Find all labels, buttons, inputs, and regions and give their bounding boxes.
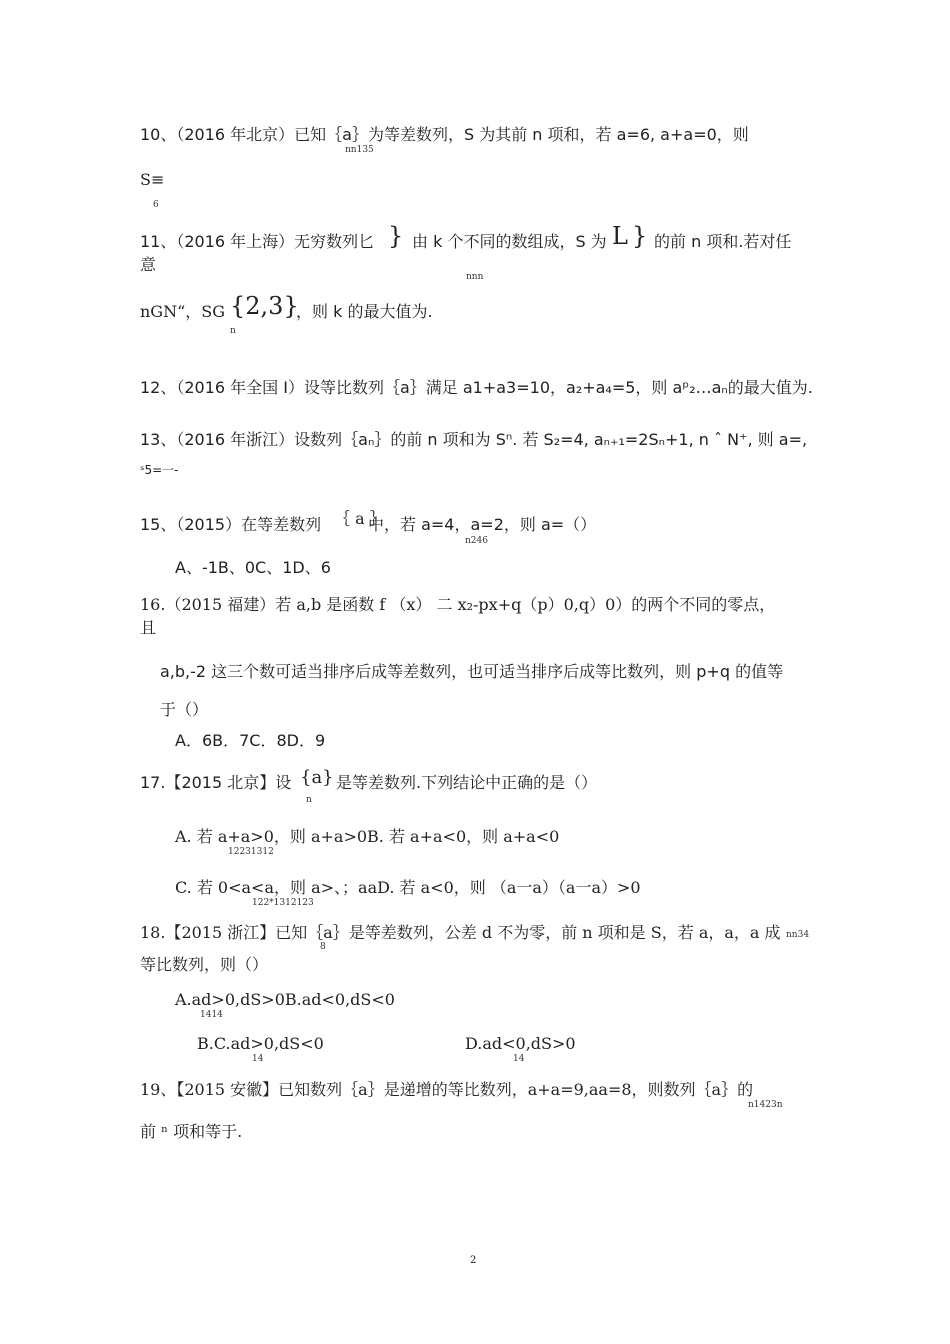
q15-options: A、-1B、0C、1D、6: [175, 558, 331, 577]
q13-line2: ˢ5=一-: [140, 463, 179, 477]
q18-option-d: D.ad<0,dS>0: [465, 1034, 576, 1053]
q15-line1-a: 15、（2015）在等差数列: [140, 515, 322, 534]
q11-line1-b: 由 k 个不同的数组成，S 为: [412, 232, 607, 251]
q17-line1-a: 17.【2015 北京】设: [140, 773, 292, 792]
q18-options-ab: A.ad>0,dS>0B.ad<0,dS<0: [175, 990, 395, 1009]
q11-line1-a: 11、（2016 年上海）无穷数列匕: [140, 232, 375, 251]
q17-options-ab-subscripts: 12231312: [228, 847, 274, 857]
q16-line1: 16.（2015 福建）若 a,b 是函数 f （x） 二 x₂-px+q（p）0,q）0）的两个不同的零点，: [140, 595, 776, 614]
q13-line1: 13、（2016 年浙江）设数列｛aₙ｝的前 n 项和为 Sⁿ. 若 S₂=4, aₙ₊₁=2Sₙ+1, n ˆ N⁺, 则 a=,: [140, 430, 808, 449]
q15-subscripts: n246: [465, 536, 488, 546]
q16-line2: 且: [140, 618, 157, 637]
q11-big-l: L: [612, 222, 628, 250]
q11-sub-n: n: [230, 326, 236, 336]
q12-text: 12、（2016 年全国 I）设等比数列｛a｝满足 a1+a3=10，a₂+a₄=5，则 aᵖ₂…aₙ的最大值为.: [140, 378, 813, 397]
q17-brace: {a}: [300, 767, 334, 788]
q17-line1-b: 是等差数列.下列结论中正确的是（）: [336, 773, 598, 792]
q18-option-c: B.C.ad>0,dS<0: [197, 1034, 324, 1053]
q11-brace1: }: [388, 222, 404, 250]
q18-sub-a: 8: [320, 942, 326, 952]
q18-sub-tail: nn34: [786, 930, 810, 940]
q16-line4: 于（）: [160, 700, 209, 719]
q17-options-cd-subscripts: 122*1312123: [252, 898, 314, 908]
q11-line3-b: ，则 k 的最大值为.: [296, 302, 433, 321]
q10-subscripts: nn135: [345, 145, 374, 155]
q18-line1: 18.【2015 浙江】已知｛a｝是等差数列，公差 d 不为零，前 n 项和是 S，若 a，a，a 成: [140, 923, 781, 942]
q18-option-c-subscript: 14: [252, 1054, 264, 1064]
q11-line2: 意: [140, 255, 157, 274]
q17-options-cd: C. 若 0<a<a，则 a>、；aaD. 若 a<0，则 （a一a）（a一a）>0: [175, 878, 641, 897]
q15-line1-b: 中，若 a=4，a=2，则 a=（）: [368, 515, 597, 534]
q11-set: {2,3}: [230, 292, 299, 320]
q10-s-label: S≡: [140, 170, 165, 189]
q15-brace: ｛ a ｝: [334, 509, 386, 528]
q18-line2: 等比数列，则（）: [140, 955, 269, 974]
q11-line1-c: 的前 n 项和.若对任: [654, 232, 792, 251]
q11-line3-a: nGN“，SG: [140, 302, 226, 321]
page-number: 2: [470, 1255, 477, 1266]
q19-line2: 前 ⁿ 项和等于.: [140, 1122, 243, 1141]
q19-subscripts: n1423n: [748, 1100, 783, 1110]
q11-brace2: }: [632, 222, 648, 250]
q16-line3: a,b,-2 这三个数可适当排序后成等差数列，也可适当排序后成等比数列，则 p+q 的值等: [160, 662, 784, 681]
q11-sub-nnn: nnn: [466, 272, 484, 282]
q17-sub-n: n: [306, 795, 312, 805]
q10-subscript-6: 6: [153, 200, 159, 210]
q10-line1: 10、（2016 年北京）已知｛a｝为等差数列，S 为其前 n 项和，若 a=6, a+a=0，则: [140, 125, 749, 144]
q18-options-ab-subscripts: 1414: [200, 1010, 223, 1020]
q16-options: A．6B．7C．8D．9: [175, 731, 326, 750]
q18-option-d-subscript: 14: [513, 1054, 525, 1064]
q19-line1: 19、【2015 安徽】已知数列｛a｝是递增的等比数列，a+a=9,aa=8，则数列｛a｝的: [140, 1080, 754, 1099]
q17-options-ab: A. 若 a+a>0，则 a+a>0B. 若 a+a<0，则 a+a<0: [175, 827, 560, 846]
